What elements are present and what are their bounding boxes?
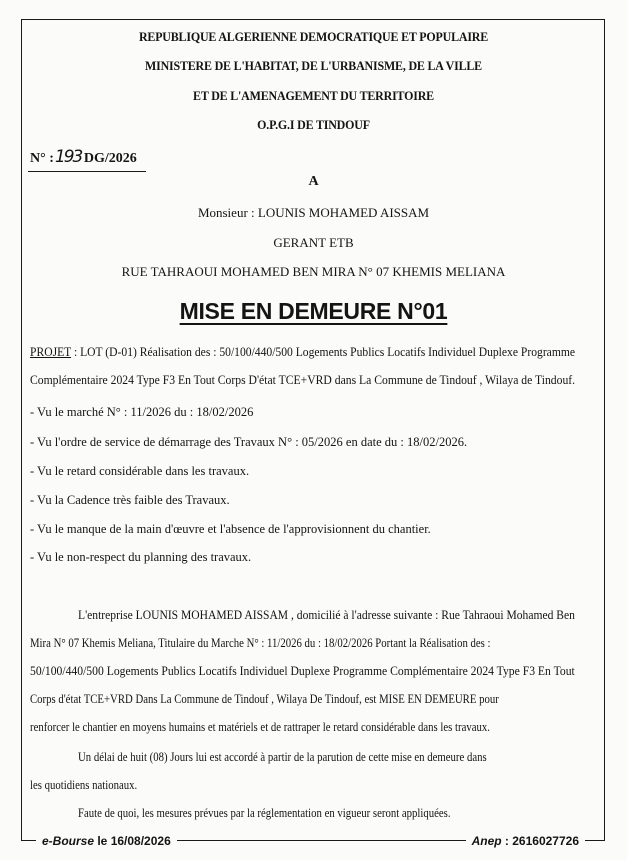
footer-ebourse-brand: e-Bourse [42, 834, 95, 848]
body-paragraph-line: Un délai de huit (08) Jours lui est accordé à partir de la parution de cette mise en demeure dans [78, 750, 487, 764]
footer-publication [36, 834, 177, 848]
body-paragraph-line: renforcer le chantier en moyens humains et matériels et de rattraper le retard considérable dans les travaux. [30, 720, 490, 734]
header-republic: REPUBLIQUE ALGERIENNE DEMOCRATIQUE ET POPULAIRE [138, 29, 489, 44]
footer-anep [466, 834, 585, 848]
body-paragraph-line: 50/100/440/500 Logements Publics Locatifs Individuel Duplexe Programme Complémentaire 2024 Type F3 En Tout [30, 664, 575, 678]
considerant-item: - Vu le non-respect du planning des travaux. [30, 550, 252, 564]
projet-label: PROJET [30, 345, 72, 359]
header-opgi: O.P.G.I DE TINDOUF [257, 117, 370, 132]
document-title [0, 298, 627, 325]
footer-anep-brand: Anep [471, 834, 502, 848]
recipient-title: GERANT ETB [273, 235, 354, 250]
header-ministry-cont: ET DE L'AMENAGEMENT DU TERRITOIRE [193, 88, 434, 103]
footer-publication-date: le 16/08/2026 [94, 834, 171, 848]
body-paragraph-line: Faute de quoi, les mesures prévues par la réglementation en vigueur seront appliquées. [78, 806, 451, 820]
document-border [21, 19, 605, 841]
reference-handwritten-number: 193 [54, 147, 82, 167]
footer-anep-number: : 2616027726 [501, 834, 579, 848]
reference-prefix: N° : [30, 151, 54, 166]
considerant-item: - Vu le marché N° : 11/2026 du : 18/02/2026 [30, 405, 254, 419]
recipient-to: A [308, 174, 319, 189]
header-ministry: MINISTERE DE L'HABITAT, DE L'URBANISME, DE LA VILLE [144, 58, 482, 73]
body-paragraph-line: L'entreprise LOUNIS MOHAMED AISSAM , domicilié à l'adresse suivante : Rue Tahraoui Mohamed Ben [78, 608, 575, 622]
projet-line-1 [30, 345, 617, 360]
projet-line-2 [30, 373, 614, 388]
considerant-item: - Vu la Cadence très faible des Travaux. [30, 493, 230, 507]
reference-suffix: DG/2026 [83, 151, 137, 166]
reference-number [30, 147, 137, 167]
recipient-address: RUE TAHRAOUI MOHAMED BEN MIRA N° 07 KHEMIS MELIANA [121, 264, 506, 279]
body-paragraph-line: les quotidiens nationaux. [30, 778, 138, 792]
body-paragraph-line: Corps d'état TCE+VRD Dans La Commune de Tindouf , Wilaya De Tindouf, est MISE EN DEMEURE pour [30, 692, 499, 706]
considerant-item: - Vu le retard considérable dans les travaux. [30, 464, 250, 478]
considerant-item: - Vu le manque de la main d'œuvre et l'absence de l'approvisionnent du chantier. [30, 522, 431, 536]
body-paragraph-line: Mira N° 07 Khemis Meliana, Titulaire du Marche N° : 11/2026 du : 18/02/2026 Portant la Réalisation des : [30, 636, 491, 650]
document-title-text: MISE EN DEMEURE N°01 [179, 298, 448, 324]
considerant-item: - Vu l'ordre de service de démarrage des Travaux N° : 05/2026 en date du : 18/02/2026. [30, 435, 468, 449]
reference-underline [28, 171, 146, 172]
recipient-name: Monsieur : LOUNIS MOHAMED AISSAM [197, 205, 430, 220]
projet-text-1: : LOT (D-01) Réalisation des : 50/100/440/500 Logements Publics Locatifs Individuel Duplexe Programme [71, 345, 576, 359]
projet-text-2: Complémentaire 2024 Type F3 En Tout Corps D'état TCE+VRD dans La Commune de Tindouf , Wilaya de Tindouf. [30, 373, 576, 387]
